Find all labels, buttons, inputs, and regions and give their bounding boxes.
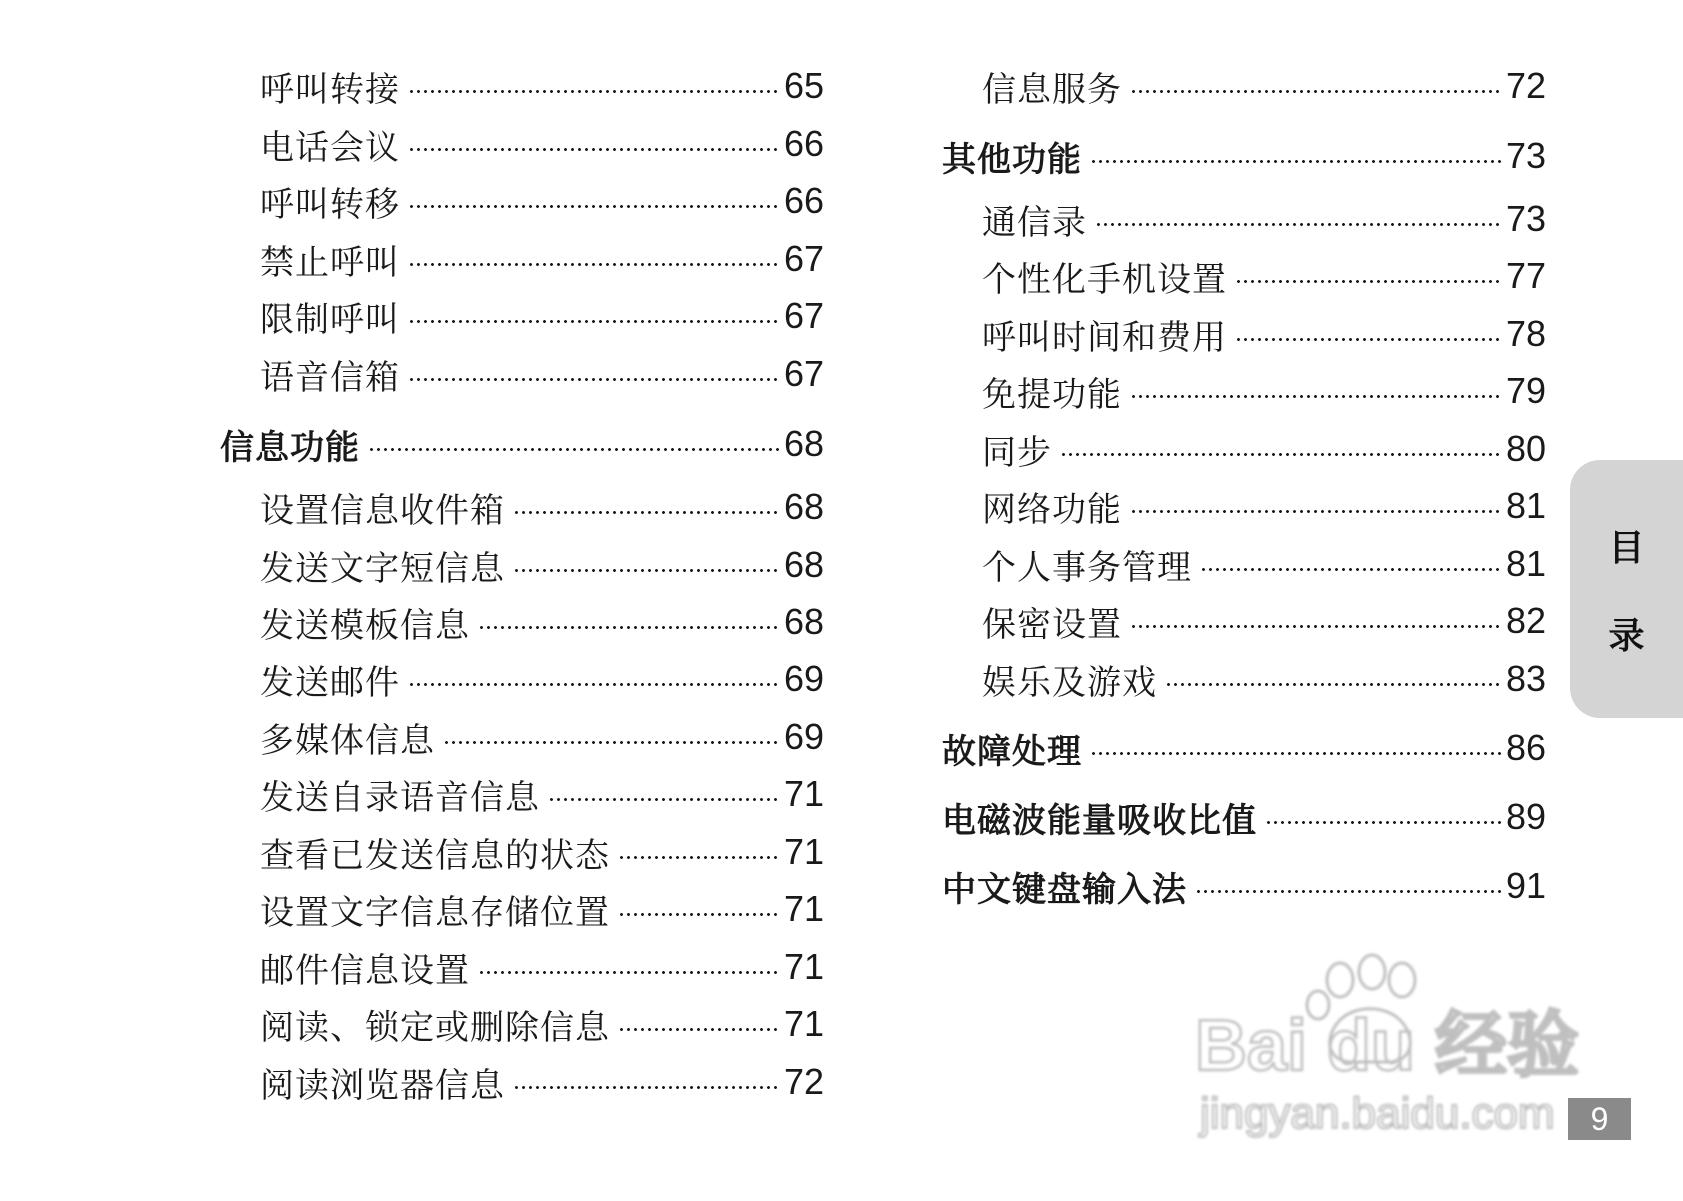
toc-item-title: 呼叫转移: [260, 184, 400, 225]
toc-entry: [942, 132, 1546, 180]
toc-item-title: 发送模板信息: [260, 605, 470, 646]
dot-leader: [1235, 280, 1502, 283]
toc-section-title: 其他功能: [942, 139, 1082, 180]
dot-leader: [1130, 395, 1502, 398]
toc-page-number: 69: [783, 716, 824, 757]
toc-item-title: 网络功能: [982, 489, 1122, 530]
toc-page-number: 72: [783, 1061, 824, 1102]
toc-entry: [982, 540, 1546, 588]
toc-section-title: 电磁波能量吸收比值: [942, 800, 1257, 841]
toc-page-number: 86: [1505, 727, 1546, 768]
toc-page-number: 66: [783, 123, 824, 164]
toc-page-number: 71: [783, 773, 824, 814]
dot-leader: [408, 148, 780, 151]
toc-item-title: 阅读浏览器信息: [260, 1065, 505, 1106]
toc-page-number: 68: [783, 423, 824, 464]
toc-entry: [260, 177, 824, 225]
toc-item-title: 禁止呼叫: [260, 242, 400, 283]
toc-item-title: 设置文字信息存储位置: [260, 892, 610, 933]
dot-leader: [408, 263, 780, 266]
toc-entry: [982, 62, 1546, 110]
toc-item-title: 呼叫转接: [260, 69, 400, 110]
toc-entry: [982, 195, 1546, 243]
toc-item-title: 邮件信息设置: [260, 950, 470, 991]
toc-item-title: 保密设置: [982, 604, 1122, 645]
dot-leader: [513, 569, 780, 572]
toc-page-number: 73: [1505, 198, 1546, 239]
toc-entry: [260, 885, 824, 933]
toc-item-title: 发送邮件: [260, 662, 400, 703]
toc-entry: [260, 655, 824, 703]
toc-entry: [260, 828, 824, 876]
toc-item-title: 同步: [982, 432, 1052, 473]
toc-page-number: 72: [1505, 65, 1546, 106]
toc-entry: [982, 252, 1546, 300]
toc-entry: [982, 597, 1546, 645]
toc-page-number: 78: [1505, 313, 1546, 354]
toc-entry: [942, 793, 1546, 841]
toc-page-number: 79: [1505, 370, 1546, 411]
dot-leader: [408, 90, 780, 93]
toc-entry: [982, 482, 1546, 530]
toc-entry: [260, 235, 824, 283]
toc-page-number: 83: [1505, 658, 1546, 699]
dot-leader: [478, 626, 780, 629]
toc-page-number: 80: [1505, 428, 1546, 469]
toc-entry: [982, 310, 1546, 358]
toc-page-number: 71: [783, 946, 824, 987]
toc-entry: [942, 724, 1546, 772]
toc-page-number: 67: [783, 295, 824, 336]
toc-entry: [260, 598, 824, 646]
dot-leader: [1235, 338, 1502, 341]
toc-entry: [982, 367, 1546, 415]
dot-leader: [1130, 90, 1502, 93]
toc-section-title: 中文键盘输入法: [942, 869, 1187, 910]
toc-item-title: 个人事务管理: [982, 547, 1192, 588]
toc-page-number: 66: [783, 180, 824, 221]
dot-leader: [548, 798, 780, 801]
toc-item-title: 查看已发送信息的状态: [260, 835, 610, 876]
toc-page-number: 81: [1505, 485, 1546, 526]
toc-item-title: 娱乐及游戏: [982, 662, 1157, 703]
watermark-brand: Bai du 经验: [1195, 1006, 1580, 1086]
dot-leader: [1195, 890, 1502, 893]
toc-page-number: 68: [783, 486, 824, 527]
toc-entry: [260, 713, 824, 761]
toc-item-title: 信息服务: [982, 69, 1122, 110]
dot-leader: [408, 378, 780, 381]
toc-page-number: 81: [1505, 543, 1546, 584]
toc-entry: [220, 420, 824, 468]
toc-entry: [982, 425, 1546, 473]
toc-entry: [260, 483, 824, 531]
baidu-jingyan-watermark: [1190, 950, 1590, 1140]
toc-entry: [260, 1000, 824, 1048]
toc-section-title: 信息功能: [220, 427, 360, 468]
section-tab: [1570, 460, 1683, 718]
toc-entry: [260, 292, 824, 340]
toc-item-title: 发送自录语音信息: [260, 777, 540, 818]
dot-leader: [408, 683, 780, 686]
toc-item-title: 限制呼叫: [260, 299, 400, 340]
dot-leader: [368, 448, 780, 451]
dot-leader: [1090, 160, 1502, 163]
toc-page-number: 71: [783, 888, 824, 929]
dot-leader: [513, 511, 780, 514]
dot-leader: [513, 1086, 780, 1089]
toc-page-number: 68: [783, 601, 824, 642]
dot-leader: [478, 971, 780, 974]
dot-leader: [1130, 625, 1502, 628]
toc-page-number: 91: [1505, 865, 1546, 906]
toc-page-number: 89: [1505, 796, 1546, 837]
toc-item-title: 多媒体信息: [260, 720, 435, 761]
page-number: 9: [1568, 1098, 1631, 1140]
toc-section-title: 故障处理: [942, 731, 1082, 772]
dot-leader: [1095, 223, 1502, 226]
toc-entry: [260, 62, 824, 110]
toc-entry: [260, 1058, 824, 1106]
dot-leader: [618, 913, 780, 916]
dot-leader: [408, 320, 780, 323]
toc-entry: [260, 770, 824, 818]
toc-entry: [982, 655, 1546, 703]
toc-entry: [260, 943, 824, 991]
dot-leader: [1130, 510, 1502, 513]
toc-entry: [260, 350, 824, 398]
toc-item-title: 通信录: [982, 202, 1087, 243]
dot-leader: [1200, 568, 1502, 571]
section-tab-char-2: 录: [1608, 616, 1645, 657]
dot-leader: [618, 856, 780, 859]
toc-entry: [260, 120, 824, 168]
dot-leader: [443, 741, 780, 744]
toc-page-number: 73: [1505, 135, 1546, 176]
toc-item-title: 设置信息收件箱: [260, 490, 505, 531]
toc-page-number: 69: [783, 658, 824, 699]
dot-leader: [1165, 683, 1502, 686]
toc-page-number: 71: [783, 831, 824, 872]
toc-page-number: 67: [783, 238, 824, 279]
dot-leader: [1060, 453, 1502, 456]
watermark-url: jingyan.baidu.com: [1200, 1089, 1555, 1138]
toc-item-title: 发送文字短信息: [260, 548, 505, 589]
toc-entry: [260, 541, 824, 589]
toc-page-number: 77: [1505, 255, 1546, 296]
toc-item-title: 阅读、锁定或删除信息: [260, 1007, 610, 1048]
section-tab-char-1: 目: [1608, 528, 1645, 569]
dot-leader: [1265, 821, 1502, 824]
toc-item-title: 个性化手机设置: [982, 259, 1227, 300]
toc-item-title: 语音信箱: [260, 357, 400, 398]
toc-item-title: 免提功能: [982, 374, 1122, 415]
dot-leader: [1090, 752, 1502, 755]
toc-entry: [942, 862, 1546, 910]
toc-item-title: 呼叫时间和费用: [982, 317, 1227, 358]
dot-leader: [408, 205, 780, 208]
dot-leader: [618, 1028, 780, 1031]
toc-page-number: 71: [783, 1003, 824, 1044]
toc-page-number: 67: [783, 353, 824, 394]
toc-page-number: 68: [783, 544, 824, 585]
toc-item-title: 电话会议: [260, 127, 400, 168]
toc-page-number: 82: [1505, 600, 1546, 641]
toc-page-number: 65: [783, 65, 824, 106]
